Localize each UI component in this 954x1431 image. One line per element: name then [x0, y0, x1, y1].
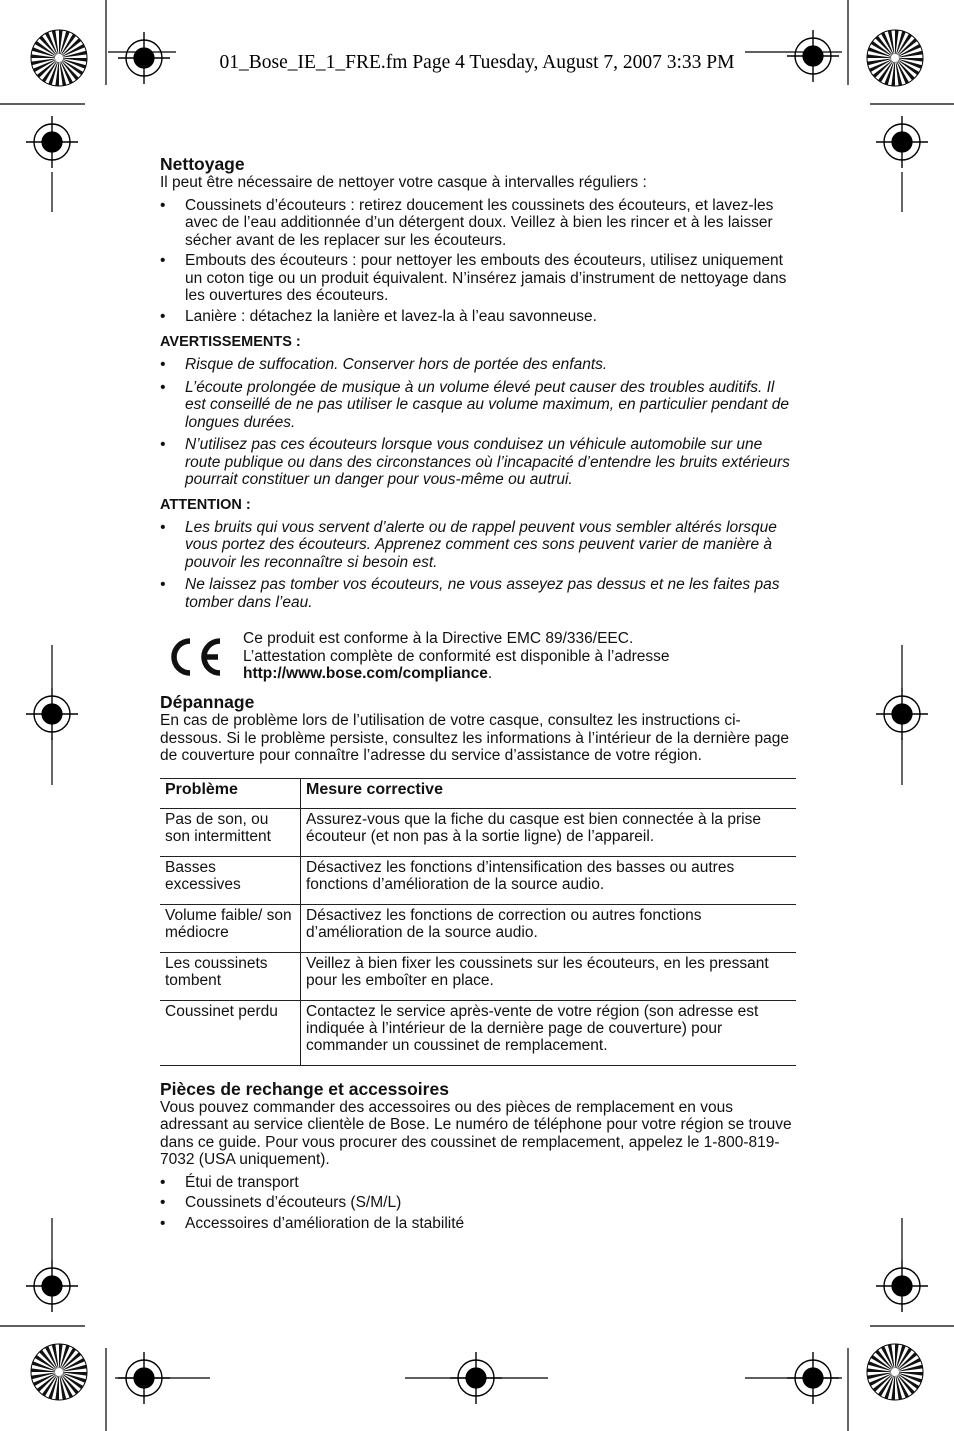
table-header-row	[160, 778, 796, 808]
list-item: • Risque de suffocation. Conserver hors de portée des enfants.	[160, 356, 796, 374]
star-target-center	[55, 1368, 63, 1376]
problem-cell: Volume faible/ son médiocre	[160, 904, 301, 952]
column-header-solution: Mesure corrective	[301, 778, 797, 808]
list-item: • Ne laissez pas tomber vos écouteurs, ne vous asseyez pas dessus et ne les faites pas tomber dans l’eau.	[160, 576, 796, 611]
table-row	[160, 952, 796, 1000]
list-item: • Coussinets d’écouteurs (S/M/L)	[160, 1194, 796, 1212]
column-header-problem: Problème	[160, 778, 301, 808]
solution-cell: Désactivez les fonctions de correction ou autres fonctions d’amélioration de la source audio.	[301, 904, 797, 952]
table-row	[160, 808, 796, 856]
list-item: • Étui de transport	[160, 1174, 796, 1192]
parts-title: Pièces de rechange et accessoires	[160, 1078, 449, 1099]
list-item: • Accessoires d’amélioration de la stabilité	[160, 1215, 796, 1233]
compliance-line-1: Ce produit est conforme à la Directive EMC 89/336/EEC.	[243, 630, 634, 647]
list-item: • L’écoute prolongée de musique à un volume élevé peut causer des troubles auditifs. Il est conseillé de ne pas utiliser le casque au volume maximum, en particulier pendant de longues durées.	[160, 379, 796, 432]
ce-mark-icon	[166, 636, 226, 678]
file-info-header: 01_Bose_IE_1_FRE.fm Page 4 Tuesday, August 7, 2007 3:33 PM	[219, 52, 735, 73]
warnings-title: AVERTISSEMENTS :	[160, 334, 301, 350]
troubleshooting-intro: En cas de problème lors de l’utilisation de votre casque, consultez les instructions ci-dessous. Si le problème persiste, consultez les informations à l’intérieur de la dernière page de couverture pour connaître l’adresse du service d’assistance de votre région.	[160, 712, 789, 764]
list-item: • Lanière : détachez la lanière et lavez-la à l’eau savonneuse.	[160, 308, 796, 326]
compliance-url[interactable]: http://www.bose.com/compliance	[243, 665, 488, 682]
compliance-url-suffix: .	[487, 665, 493, 682]
troubleshooting-table	[160, 778, 796, 1066]
problem-cell: Basses excessives	[160, 856, 301, 904]
solution-cell: Contactez le service après-vente de votre région (son adresse est indiquée à l’intérieur de la dernière page de couverture) pour commander un coussinet de remplacement.	[301, 1000, 797, 1065]
parts-intro: Vous pouvez commander des accessoires ou des pièces de remplacement en vous adressant au service clientèle de Bose. Le numéro de téléphone pour votre région se trouve dans ce guide. Pour vous procurer des coussinet de remplacement, appelez le 1-800-819-7032 (USA uniquement).	[160, 1098, 792, 1168]
problem-cell: Les coussinets tombent	[160, 952, 301, 1000]
compliance-line-3	[243, 665, 670, 683]
list-item: • Coussinets d’écouteurs : retirez doucement les coussinets des écouteurs, et lavez-les avec de l’eau additionnée d’un détergent doux. Veillez à bien les rincer et à les laisser sécher avant de les replacer sur les écouteurs.	[160, 197, 796, 250]
list-item: • Les bruits qui vous servent d’alerte ou de rappel peuvent vous sembler altérés lorsque vous portez des écouteurs. Apprenez comment ces sons peuvent varier de manière à pouvoir les reconnaître si besoin est.	[160, 519, 796, 572]
list-item: • N’utilisez pas ces écouteurs lorsque vous conduisez un véhicule automobile sur une route publique ou dans des circonstances où l’incapacité d’entendre les bruits extérieurs pourrait constituer un danger pour vous-même ou autrui.	[160, 436, 796, 489]
table-row	[160, 904, 796, 952]
cleaning-intro: Il peut être nécessaire de nettoyer votre casque à intervalles réguliers :	[160, 174, 647, 191]
star-target-center	[891, 1368, 899, 1376]
table-row	[160, 856, 796, 904]
problem-cell: Pas de son, ou son intermittent	[160, 808, 301, 856]
attention-title: ATTENTION :	[160, 496, 251, 513]
page-content	[160, 154, 796, 1232]
attention-list	[160, 519, 796, 612]
cleaning-list	[160, 197, 796, 326]
solution-cell: Désactivez les fonctions d’intensification des basses ou autres fonctions d’amélioration de la source audio.	[301, 856, 797, 904]
table-row	[160, 1000, 796, 1065]
list-item: • Embouts des écouteurs : pour nettoyer les embouts des écouteurs, utilisez uniquement un coton tige ou un produit équivalent. N’insérez jamais d’instrument de nettoyage dans les ouvertures des écouteurs.	[160, 252, 796, 305]
parts-list	[160, 1174, 796, 1233]
compliance-text	[243, 630, 670, 683]
warnings-list	[160, 356, 796, 489]
problem-cell: Coussinet perdu	[160, 1000, 301, 1065]
cleaning-title: Nettoyage	[160, 154, 245, 174]
solution-cell: Veillez à bien fixer les coussinets sur les écouteurs, en les pressant pour les emboîter en place.	[301, 952, 797, 1000]
compliance-line-2: L’attestation complète de conformité est disponible à l’adresse	[243, 647, 670, 665]
solution-cell: Assurez-vous que la fiche du casque est bien connectée à la prise écouteur (et non pas à la sortie ligne) de l’appareil.	[301, 808, 797, 856]
troubleshooting-title: Dépannage	[160, 692, 255, 712]
compliance-block	[160, 630, 796, 682]
